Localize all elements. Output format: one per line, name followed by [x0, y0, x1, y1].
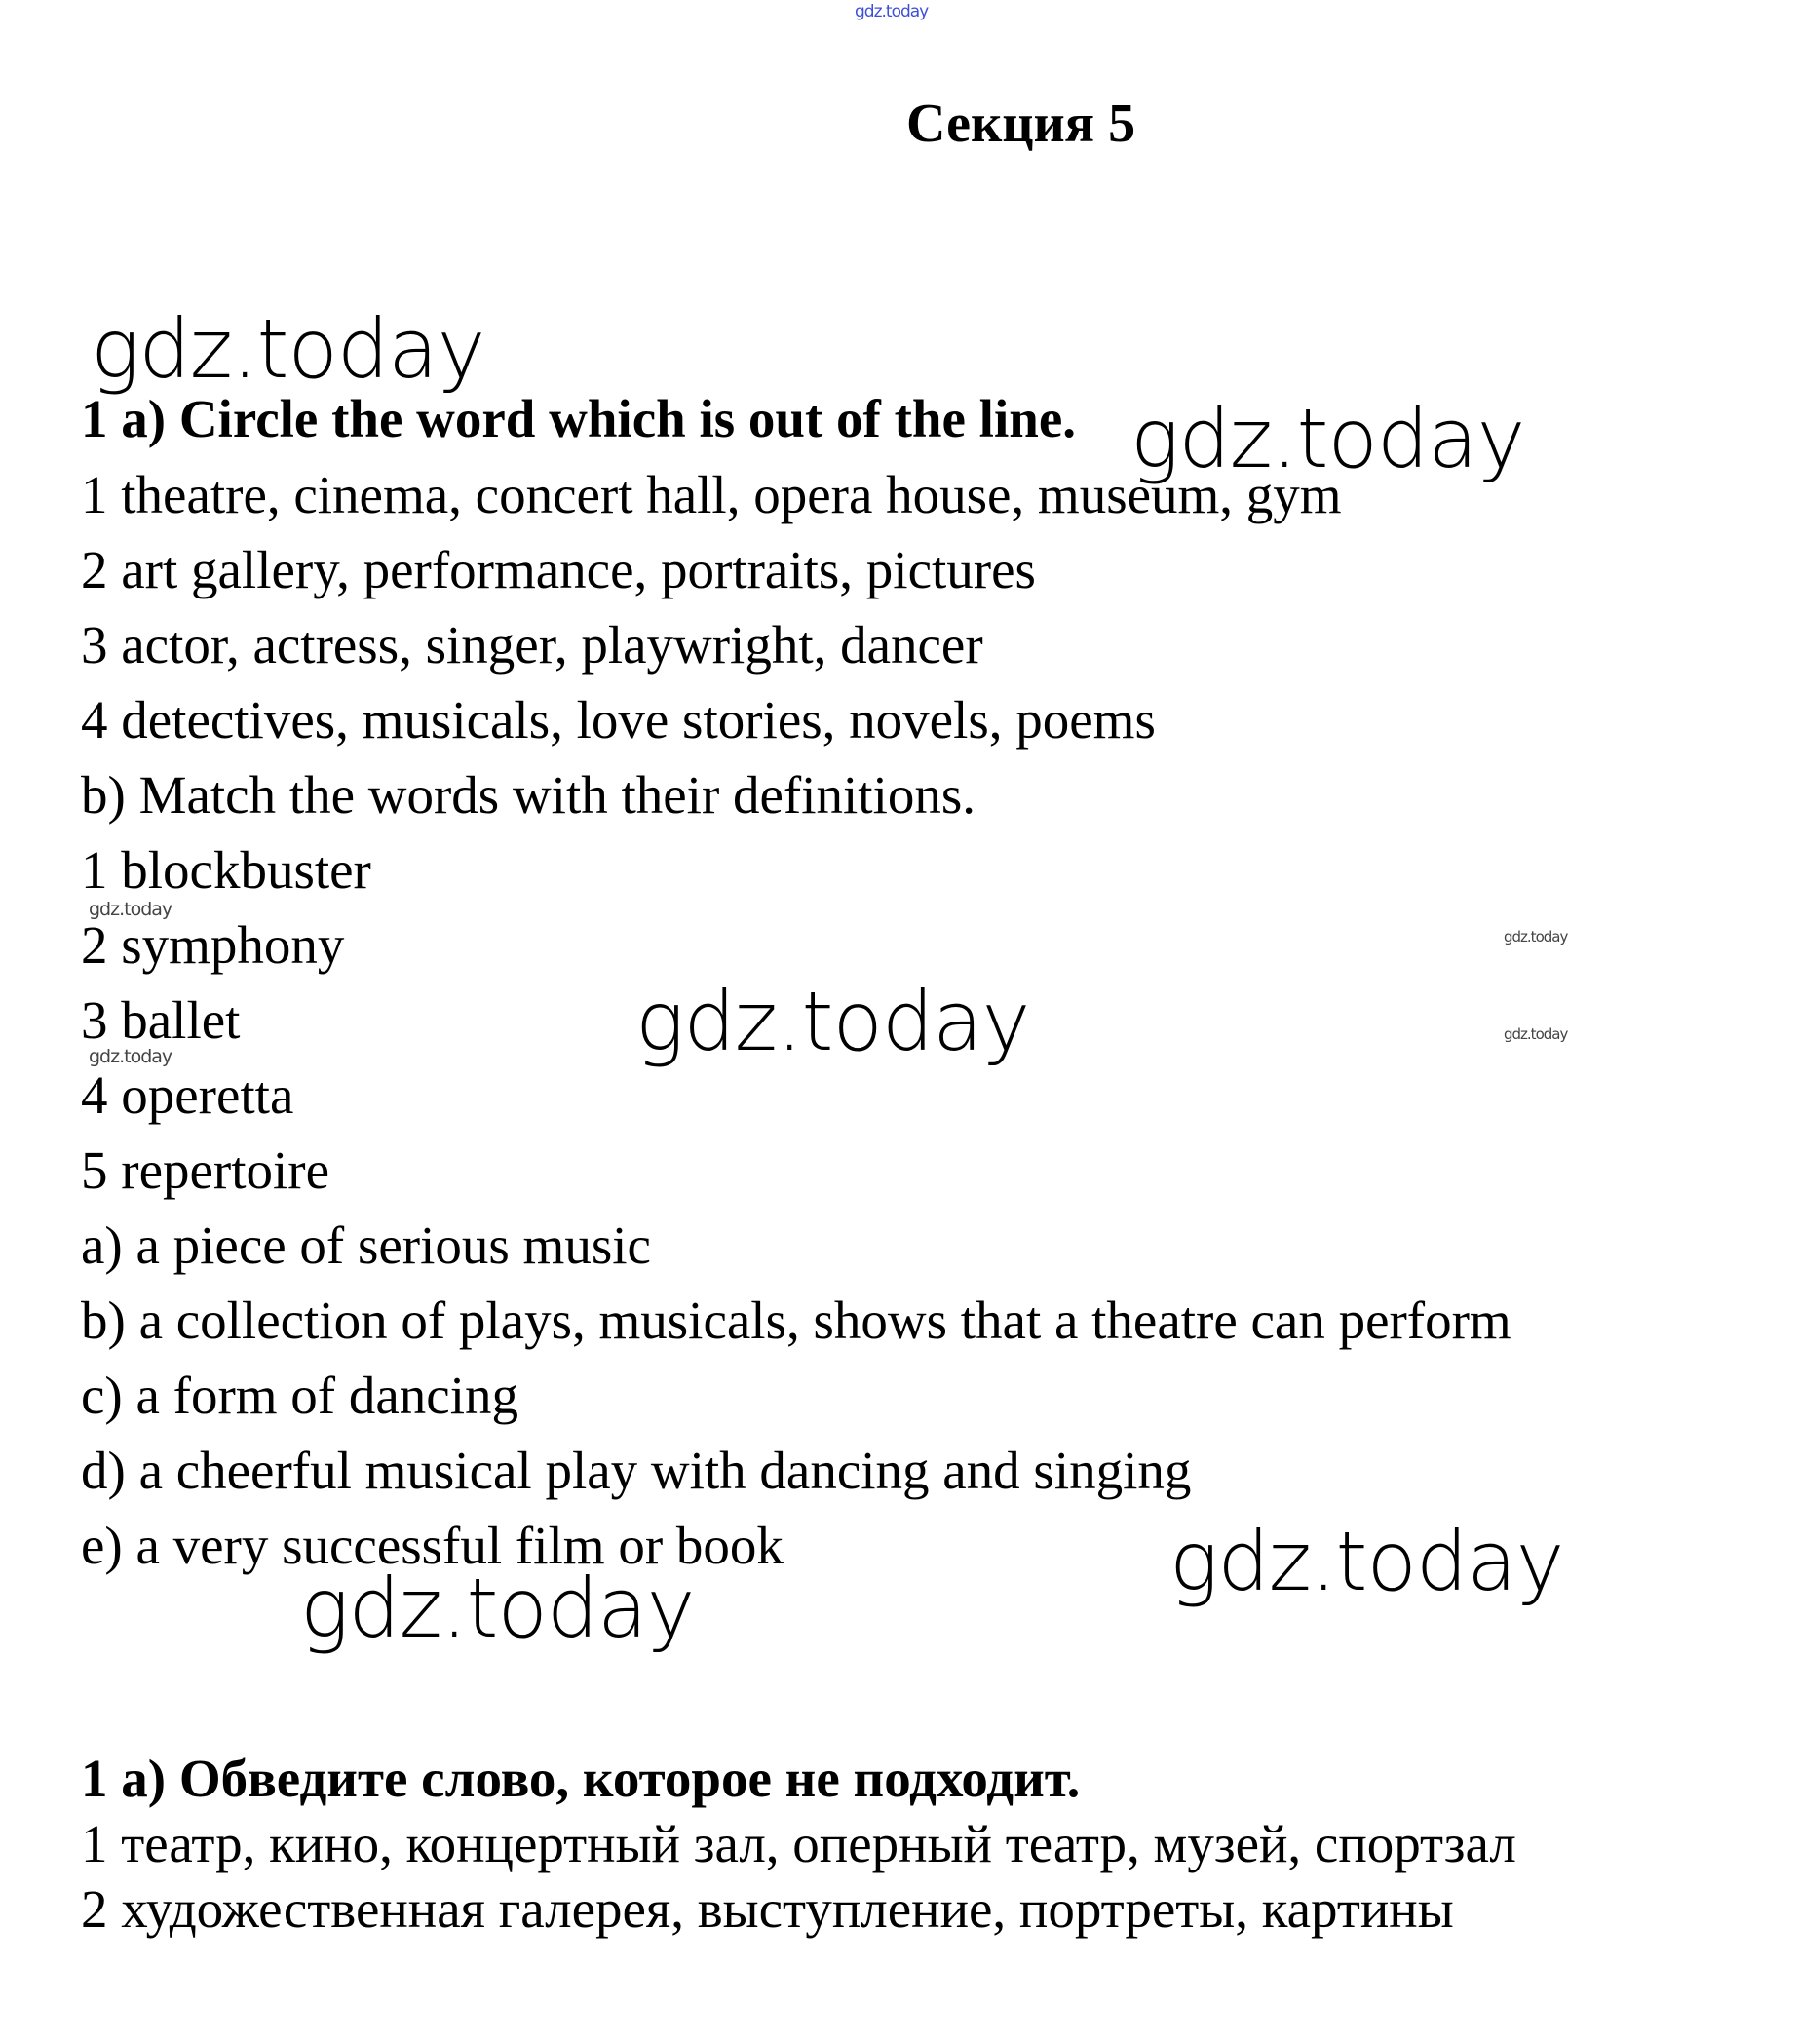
- task-a-line-1: 1 theatre, cinema, concert hall, opera house, museum, gym: [81, 465, 1342, 524]
- page-title: Секция 5: [906, 94, 1136, 154]
- watermark-large-1: gdz.today: [91, 301, 485, 397]
- watermark-small-2: gdz.today: [89, 1046, 172, 1067]
- word-item: 5 repertoire: [81, 1140, 329, 1200]
- task-a-line-4: 4 detectives, musicals, love stories, novels, poems: [81, 690, 1156, 750]
- word-item: 4 operetta: [81, 1065, 294, 1125]
- russian-line-1: 1 театр, кино, концертный зал, оперный театр, музей, спортзал: [81, 1814, 1516, 1873]
- word-item: 2 symphony: [81, 915, 345, 975]
- russian-line-2: 2 художественная галерея, выступление, портреты, картины: [81, 1879, 1454, 1939]
- word-item: 1 blockbuster: [81, 840, 371, 900]
- definition-item: c) a form of dancing: [81, 1366, 518, 1425]
- definition-item: e) a very successful film or book: [81, 1516, 784, 1575]
- watermark-large-5: gdz.today: [300, 1561, 695, 1656]
- word-item: 3 ballet: [81, 990, 241, 1050]
- russian-task-a-heading: 1 а) Обведите слово, которое не подходит.: [81, 1749, 1081, 1808]
- watermark-large-3: gdz.today: [635, 974, 1030, 1069]
- watermark-large-2: gdz.today: [1130, 391, 1525, 486]
- watermark-large-4: gdz.today: [1169, 1514, 1564, 1609]
- header-watermark: gdz.today: [855, 2, 929, 21]
- definition-item: b) a collection of plays, musicals, shows that a theatre can perform: [81, 1291, 1511, 1350]
- task-a-line-3: 3 actor, actress, singer, playwright, dancer: [81, 615, 983, 675]
- watermark-small-1: gdz.today: [89, 899, 172, 920]
- task-b-heading: b) Match the words with their definitions.: [81, 765, 976, 825]
- watermark-small-4: gdz.today: [1504, 1025, 1568, 1043]
- task-a-heading: 1 a) Circle the word which is out of the line.: [81, 389, 1076, 448]
- watermark-small-3: gdz.today: [1504, 928, 1568, 945]
- definition-item: d) a cheerful musical play with dancing and singing: [81, 1441, 1192, 1500]
- task-a-line-2: 2 art gallery, performance, portraits, pictures: [81, 540, 1036, 599]
- definition-item: a) a piece of serious music: [81, 1215, 651, 1275]
